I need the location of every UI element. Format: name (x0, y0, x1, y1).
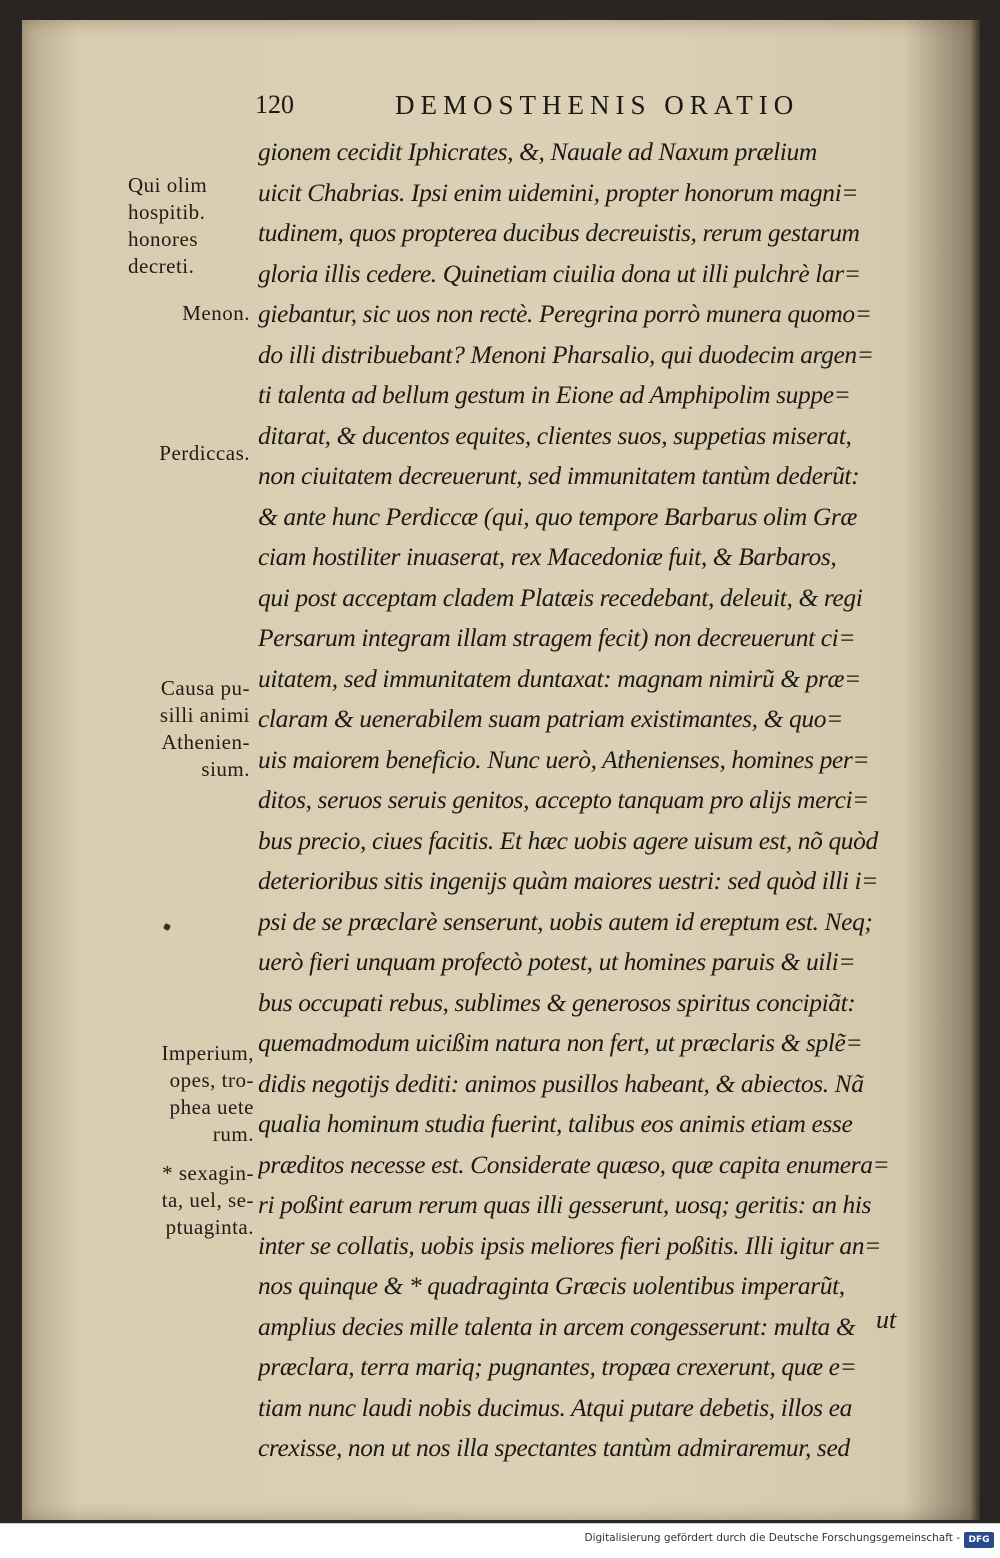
text-line: qualia hominum studia fuerint, talibus eos animis etiam esse (258, 1109, 853, 1138)
text-line: bus occupati rebus, sublimes & generosos spiritus concipiãt: (258, 987, 856, 1017)
text-line: præclara, terra mariq; pugnantes, tropæa crexerunt, quæ e= (258, 1352, 857, 1381)
text-line: ditarat, & ducentos equites, clientes suos, suppetias miserat, (258, 420, 852, 450)
digitization-footer (0, 1523, 1000, 1558)
text-line: inter se collatis, uobis ipsis meliores fieri poßitis. Illi igitur an= (258, 1230, 881, 1260)
text-line: ciam hostiliter inuaserat, rex Macedoniæ fuit, & Barbaros, (258, 542, 837, 571)
marginal-line: honores (128, 227, 198, 251)
page-number: 120 (255, 90, 294, 119)
text-line: ditos, seruos seruis genitos, accepto tanquam pro alijs merci= (258, 785, 869, 814)
marginal-line: hospitib. (128, 200, 206, 224)
marginal-line: ta, uel, se- (161, 1188, 254, 1212)
text-line: ti talenta ad bellum gestum in Eione ad Amphipolim suppe= (258, 380, 851, 409)
dfg-logo: DFG (964, 1532, 994, 1548)
text-line: uis maiorem beneficio. Nunc uerò, Athenienses, homines per= (258, 744, 870, 774)
text-line: & ante hunc Perdiccæ (qui, quo tempore Barbarus olim Græ (258, 501, 857, 531)
marginal-line: Perdiccas. (159, 441, 250, 465)
page-header (255, 90, 835, 126)
marginal-line: Imperium, (161, 1041, 254, 1065)
text-line: tiam nunc laudi nobis ducimus. Atqui putare debetis, illos ea (258, 1392, 852, 1422)
text-line: quemadmodum uicißim natura non fert, ut præclaris & splẽ= (258, 1028, 863, 1057)
text-line: præditos necesse est. Considerate quæso, quæ capita enumera= (258, 1149, 890, 1179)
text-line: tudinem, quos propterea ducibus decreuistis, rerum gestarum (258, 218, 860, 247)
text-line: Persarum integram illam stragem fecit) non decreuerunt ci= (258, 623, 856, 652)
text-line: psi de se præclarè senserunt, uobis autem id ereptum est. Neq; (258, 906, 873, 936)
funding-notice: Digitalisierung gefördert durch die Deutsche Forschungsgemeinschaft - (584, 1532, 960, 1544)
text-line: non ciuitatem decreuerunt, sed immunitatem tantùm dederũt: (258, 461, 860, 490)
marginal-line: sium. (201, 757, 250, 781)
text-line: didis negotijs dediti: animos pusillos habeant, & abiectos. Nã (258, 1068, 864, 1098)
text-line: claram & uenerabilem suam patriam existimantes, & quo= (258, 704, 843, 733)
text-line: do illi distribuebant? Menoni Pharsalio, qui duodecim argen= (258, 339, 874, 369)
text-line: uicit Chabrias. Ipsi enim uidemini, propter honorum magni= (258, 177, 859, 207)
marginal-line: opes, tro- (169, 1068, 254, 1092)
text-line: gionem cecidit Iphicrates, &, Nauale ad Naxum prælium (258, 137, 817, 166)
marginal-line: Qui olim (128, 173, 208, 197)
main-text (258, 132, 938, 1469)
text-line: deterioribus sitis ingenijs quàm maiores uestri: sed quòd illi i= (258, 866, 878, 895)
text-line: uitatem, sed immunitatem duntaxat: magnam nimirũ & præ= (258, 663, 861, 693)
marginal-note-menon (150, 300, 250, 327)
marginal-line: silli animi (159, 703, 250, 727)
text-line: uerò fieri unquam profectò potest, ut homines paruis & uili= (258, 947, 856, 976)
text-line: nos quinque & * quadraginta Græcis uolentibus imperarũt, (258, 1271, 845, 1300)
marginal-note-causa (128, 675, 250, 783)
marginal-line: * sexagin- (162, 1161, 254, 1185)
marginal-note-sexaginta (128, 1160, 254, 1241)
catchword: ut (876, 1305, 897, 1334)
marginal-note-hospites (128, 172, 250, 280)
marginal-line: Menon. (182, 301, 250, 325)
marginal-line: Causa pu- (160, 676, 250, 700)
text-line: crexisse, non ut nos illa spectantes tantùm admiraremur, sed (258, 1433, 850, 1462)
text-line: ri poßint earum rerum quas illi gesserunt, uosq; geritis: an his (258, 1190, 872, 1219)
marginal-line: Athenien- (161, 730, 250, 754)
marginal-line: phea uete (169, 1095, 254, 1119)
marginal-note-perdiccas (128, 440, 250, 467)
text-line: bus precio, ciues facitis. Et hæc uobis agere uisum est, nõ quòd (258, 825, 878, 855)
text-line: amplius decies mille talenta in arcem congesserunt: multa & (258, 1311, 856, 1341)
text-line: giebantur, sic uos non rectè. Peregrina porrò munera quomo= (258, 299, 872, 328)
text-line: gloria illis cedere. Quinetiam ciuilia dona ut illi pulchrè lar= (258, 258, 861, 288)
text-line: qui post acceptam cladem Platæis recedebant, deleuit, & regi (258, 582, 863, 612)
marginal-line: decreti. (128, 254, 195, 278)
marginal-note-imperium (128, 1040, 254, 1148)
marginal-line: rum. (212, 1122, 254, 1146)
running-title: DEMOSTHENIS ORATIO (395, 90, 800, 120)
marginal-line: ptuaginta. (165, 1215, 254, 1239)
